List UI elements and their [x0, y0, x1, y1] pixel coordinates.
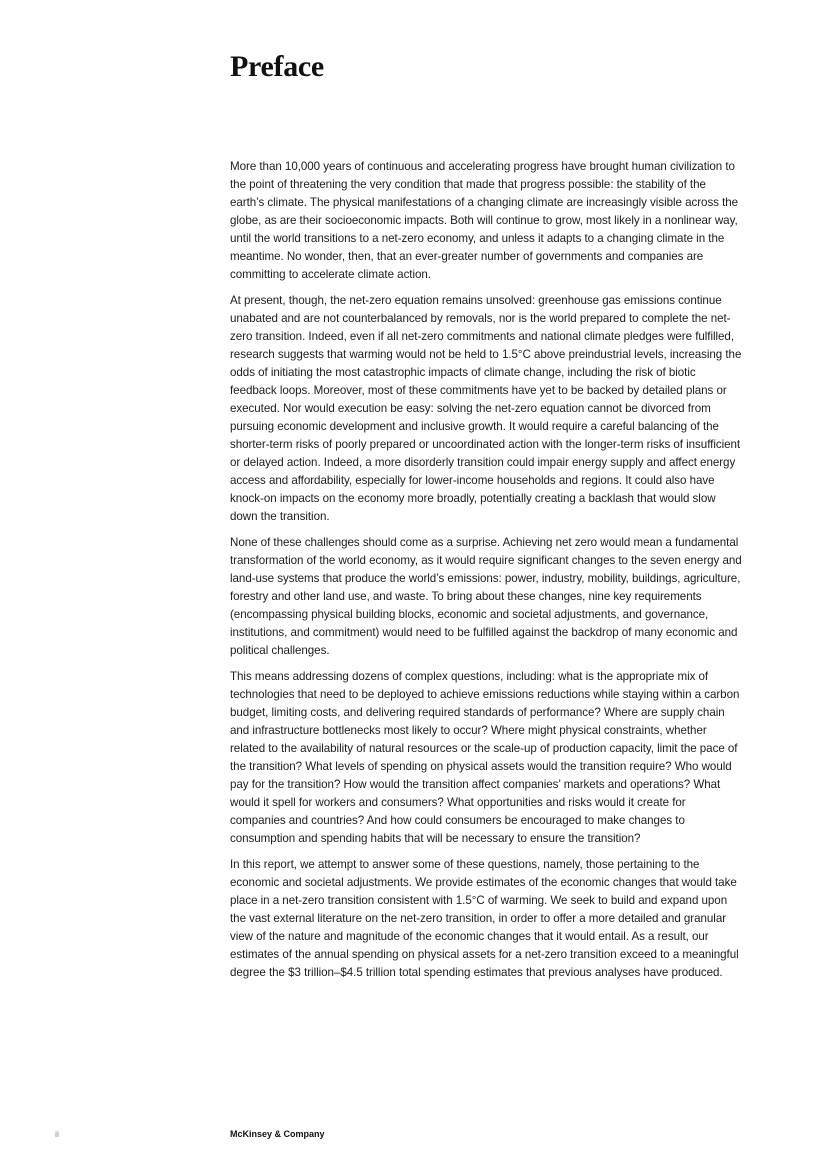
footer-brand: McKinsey & Company	[230, 1129, 325, 1139]
preface-body	[230, 158, 742, 990]
paragraph-1: More than 10,000 years of continuous and accelerating progress have brought human civilization to the point of threatening the very condition that made that progress possible: the stability of the earth’s climate. The physical manifestations of a changing climate are increasingly visible across the globe, as are their socioeconomic impacts. Both will continue to grow, most likely in a nonlinear way, until the world transitions to a net-zero economy, and unless it adapts to a changing climate in the meantime. No wonder, then, that an ever-greater number of governments and companies are committing to accelerate climate action.	[230, 160, 739, 281]
paragraph-2: At present, though, the net-zero equation remains unsolved: greenhouse gas emissions continue unabated and are not counterbalanced by removals, nor is the world prepared to complete the net-zero transition. Indeed, even if all net-zero commitments and national climate pledges were fulfilled, research suggests that warming would not be held to 1.5°C above preindustrial levels, increasing the odds of initiating the most catastrophic impacts of climate change, including the risk of biotic feedback loops. Moreover, most of these commitments have yet to be backed by detailed plans or executed. Nor would execution be easy: solving the net-zero equation cannot be divorced from pursuing economic development and inclusive growth. It would require a careful balancing of the shorter-term risks of poorly prepared or uncoordinated action with the longer-term risks of insufficient or delayed action. Indeed, a more disorderly transition could impair energy supply and affect energy access and affordability, especially for lower-income households and regions. It could also have knock-on impacts on the economy more broadly, potentially creating a backlash that would slow down the transition.	[230, 294, 742, 523]
paragraph-3: None of these challenges should come as a surprise. Achieving net zero would mean a fundamental transformation of the world economy, as it would require significant changes to the seven energy and land-use systems that produce the world’s emissions: power, industry, mobility, buildings, agriculture, forestry and other land use, and waste. To bring about these changes, nine key requirements (encompassing physical building blocks, economic and societal adjustments, and governance, institutions, and commitment) would need to be fulfilled against the backdrop of many economic and political challenges.	[230, 536, 742, 657]
page-number: ii	[55, 1129, 59, 1139]
page-title: Preface	[230, 50, 324, 83]
paragraph-4: This means addressing dozens of complex questions, including: what is the appropriate mix of technologies that need to be deployed to achieve emissions reductions while staying within a carbon budget, limiting costs, and delivering required standards of performance? Where are supply chain and infrastructure bottlenecks most likely to occur? Where might physical constraints, whether related to the availability of natural resources or the scale-up of production capacity, limit the pace of the transition? What levels of spending on physical assets would the transition require? Who would pay for the transition? How would the transition affect companies’ markets and operations? What would it spell for workers and consumers? What opportunities and risks would it create for companies and countries? And how could consumers be encouraged to make changes to consumption and spending habits that will be necessary to ensure the transition?	[230, 670, 740, 845]
paragraph-5: In this report, we attempt to answer some of these questions, namely, those pertaining to the economic and societal adjustments. We provide estimates of the economic changes that would take place in a net-zero transition consistent with 1.5°C of warming. We seek to build and expand upon the vast external literature on the net-zero transition, in order to offer a more detailed and granular view of the nature and magnitude of the economic changes that it would entail. As a result, our estimates of the annual spending on physical assets for a net-zero transition exceed to a meaningful degree the $3 trillion–$4.5 trillion total spending estimates that previous analyses have produced.	[230, 858, 739, 979]
